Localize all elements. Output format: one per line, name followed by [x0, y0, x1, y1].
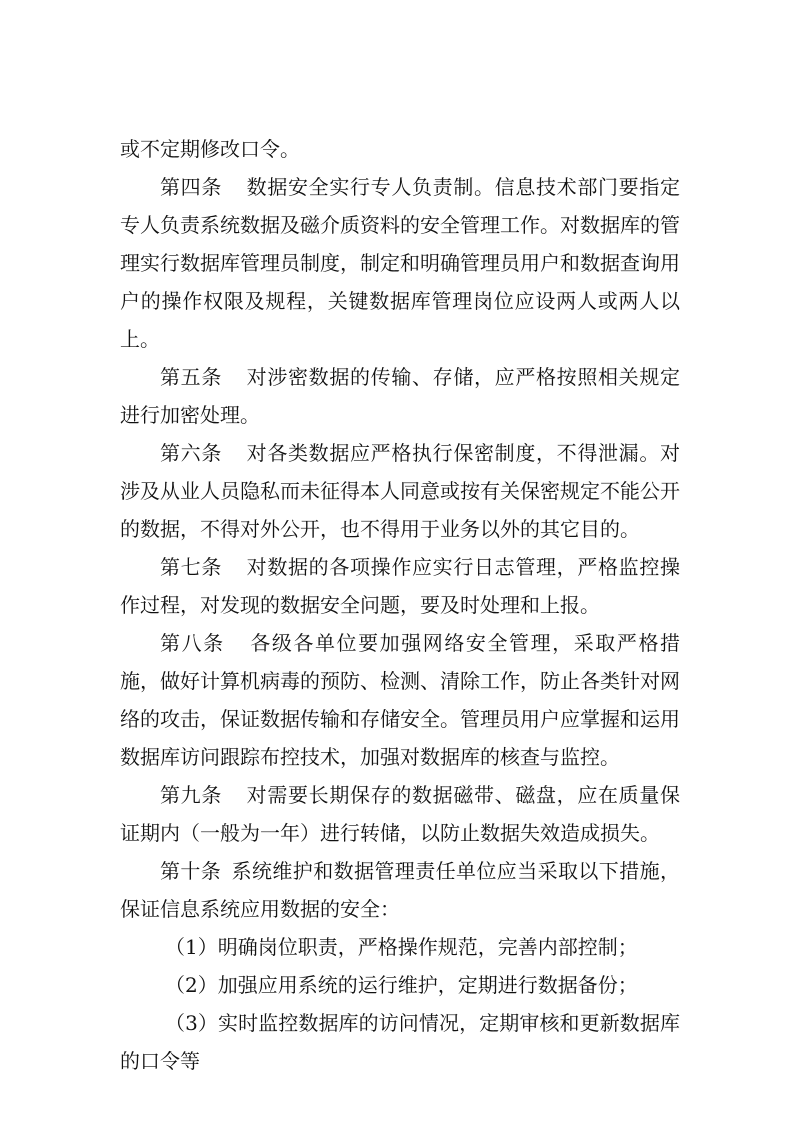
- article-6: [120, 434, 680, 548]
- article-10: [120, 852, 680, 928]
- article-text: 对数据的各项操作应实行日志管理，严格监控操作过程，对发现的数据安全问题，要及时处理和上报。: [120, 555, 680, 617]
- article-7: [120, 548, 680, 624]
- document-body: [120, 130, 680, 1080]
- article-label: 第七条: [160, 555, 222, 579]
- article-8: [120, 624, 680, 776]
- article-label: 第八条: [160, 631, 225, 655]
- article-4: [120, 168, 680, 358]
- list-item-2: （2）加强应用系统的运行维护，定期进行数据备份；: [165, 973, 638, 997]
- article-label: 第六条: [160, 441, 222, 465]
- article-text: 对各类数据应严格执行保密制度，不得泄漏。对涉及从业人员隐私而未征得本人同意或按有关保密规定不能公开的数据，不得对外公开，也不得用于业务以外的其它目的。: [120, 441, 680, 541]
- article-label: 第五条: [160, 365, 222, 389]
- article-5: [120, 358, 680, 434]
- article-9: [120, 776, 680, 852]
- list-item-1: （1）明确岗位职责，严格操作规范，完善内部控制；: [165, 935, 638, 959]
- article-label: 第十条: [160, 859, 222, 883]
- article-text: 系统维护和数据管理责任单位应当采取以下措施，保证信息系统应用数据的安全：: [120, 859, 681, 921]
- article-text: 对需要长期保存的数据磁带、磁盘，应在质量保证期内（一般为一年）进行转储，以防止数据失效造成损失。: [120, 783, 680, 845]
- article-label: 第九条: [160, 783, 222, 807]
- article-label: 第四条: [160, 175, 222, 199]
- paragraph-text: 或不定期修改口令。: [120, 137, 300, 161]
- article-text: 对涉密数据的传输、存储，应严格按照相关规定进行加密处理。: [120, 365, 680, 427]
- article-text: 各级各单位要加强网络安全管理，采取严格措施，做好计算机病毒的预防、检测、清除工作，防止各类针对网络的攻击，保证数据传输和存储安全。管理员用户应掌握和运用数据库访问跟踪布控技术，加强对数据库的核查与监控。: [120, 631, 681, 769]
- paragraph-continuation: [120, 130, 680, 168]
- list-item-3: （3）实时监控数据库的访问情况，定期审核和更新数据库的口令等: [120, 1011, 680, 1073]
- article-text: 数据安全实行专人负责制。信息技术部门要指定专人负责系统数据及磁介质资料的安全管理工作。对数据库的管理实行数据库管理员制度，制定和明确管理员用户和数据查询用户的操作权限及规程，关键数据库管理岗位应设两人或两人以上。: [120, 175, 680, 351]
